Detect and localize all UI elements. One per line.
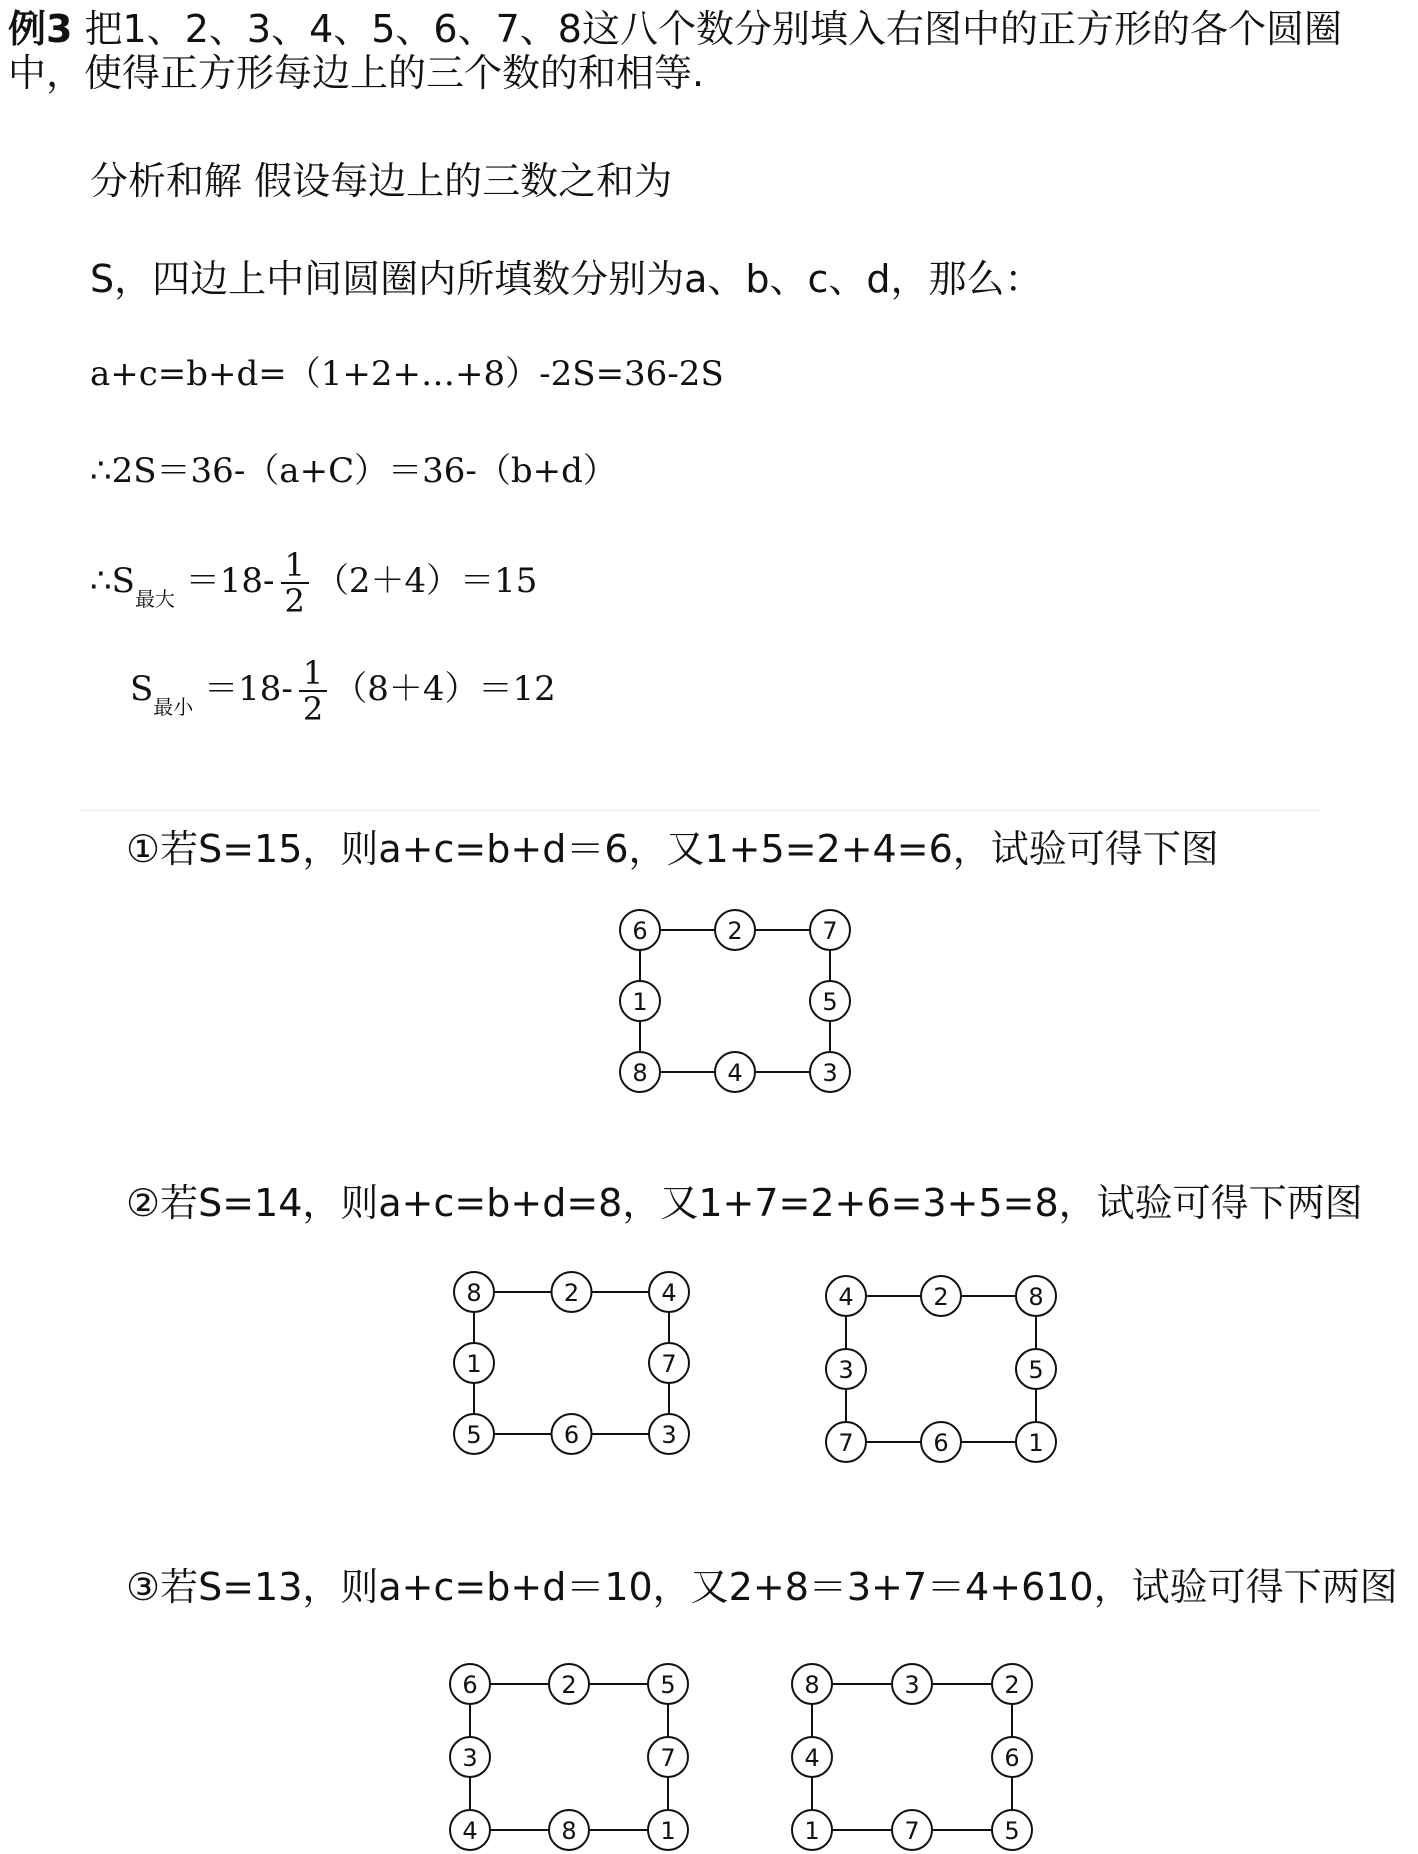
eq4-denominator: 2 bbox=[302, 690, 324, 728]
problem-statement-line1 bbox=[8, 8, 1342, 50]
circle-number: 5 bbox=[660, 1671, 676, 1699]
circle-number: 1 bbox=[632, 988, 648, 1016]
case-3-square-diagram-2 bbox=[789, 1661, 1035, 1853]
equation-1: a+c=b+d=（1+2+…+8）-2S=36-2S bbox=[90, 354, 724, 394]
circle-number: 8 bbox=[1028, 1283, 1044, 1311]
circle-number: 8 bbox=[466, 1279, 482, 1307]
analysis-line2: S，四边上中间圆圈内所填数分别为a、b、c、d，那么： bbox=[90, 257, 1043, 301]
eq3-tail: （2＋4）＝15 bbox=[314, 561, 538, 601]
circle-number: 5 bbox=[1004, 1817, 1020, 1845]
case-1-text: ①若S=15，则a+c=b+d＝6，又1+5=2+4=6，试验可得下图 bbox=[126, 827, 1219, 871]
circle-number: 7 bbox=[822, 917, 838, 945]
circle-number: 4 bbox=[661, 1279, 677, 1307]
eq3-numerator: 1 bbox=[281, 548, 309, 584]
circle-number: 3 bbox=[904, 1671, 920, 1699]
problem-statement-line2: 中，使得正方形每边上的三个数的和相等. bbox=[8, 51, 705, 95]
eq4-fraction bbox=[299, 656, 327, 726]
circle-number: 6 bbox=[1004, 1744, 1020, 1772]
circle-number: 3 bbox=[661, 1421, 677, 1449]
circle-number: 7 bbox=[904, 1817, 920, 1845]
eq3-prefix: ∴S bbox=[90, 561, 135, 601]
case-2-square-diagram-2 bbox=[823, 1273, 1059, 1465]
circle-number: 6 bbox=[632, 917, 648, 945]
problem-label: 例3 bbox=[8, 7, 73, 51]
circle-number: 2 bbox=[561, 1671, 577, 1699]
circle-number: 6 bbox=[462, 1671, 478, 1699]
divider bbox=[80, 810, 1320, 811]
circle-number: 8 bbox=[632, 1059, 648, 1087]
eq4-mid: ＝18- bbox=[204, 669, 293, 709]
case-2-text: ②若S=14，则a+c=b+d=8，又1+7=2+6=3+5=8，试验可得下两图 bbox=[126, 1181, 1363, 1225]
case-1-square-diagram bbox=[617, 907, 853, 1095]
circle-number: 1 bbox=[660, 1817, 676, 1845]
circle-number: 1 bbox=[1028, 1429, 1044, 1457]
circle-number: 1 bbox=[804, 1817, 820, 1845]
circle-number: 8 bbox=[561, 1817, 577, 1845]
circle-number: 2 bbox=[727, 917, 743, 945]
circle-number: 2 bbox=[1004, 1671, 1020, 1699]
circle-number: 7 bbox=[661, 1350, 677, 1378]
equation-2: ∴2S＝36-（a+C）＝36-（b+d） bbox=[90, 451, 617, 491]
eq3-subscript: 最大 bbox=[134, 587, 175, 611]
circle-number: 4 bbox=[838, 1283, 854, 1311]
circle-number: 2 bbox=[563, 1279, 580, 1307]
eq4-numerator: 1 bbox=[299, 656, 327, 692]
circle-number: 3 bbox=[838, 1356, 854, 1384]
equation-s-min bbox=[130, 656, 556, 726]
circle-number: 4 bbox=[804, 1744, 820, 1772]
circle-number: 3 bbox=[822, 1059, 838, 1087]
circle-number: 5 bbox=[822, 988, 838, 1016]
circle-number: 7 bbox=[660, 1744, 676, 1772]
case-3-square-diagram-1 bbox=[447, 1661, 691, 1853]
circle-number: 8 bbox=[804, 1671, 820, 1699]
eq3-denominator: 2 bbox=[284, 582, 305, 620]
circle-number: 5 bbox=[1028, 1356, 1044, 1384]
eq3-fraction bbox=[281, 548, 309, 618]
case-2-square-diagram-1 bbox=[451, 1269, 692, 1457]
circle-number: 2 bbox=[933, 1283, 949, 1311]
eq3-mid: ＝18- bbox=[185, 561, 275, 601]
equation-s-max bbox=[90, 548, 537, 618]
analysis-line1: 分析和解 假设每边上的三数之和为 bbox=[90, 159, 673, 203]
circle-number: 6 bbox=[933, 1429, 949, 1457]
problem-text-1: 把1、2、3、4、5、6、7、8这八个数分别填入右图中的正方形的各个圆圈 bbox=[84, 7, 1342, 51]
eq4-subscript: 最小 bbox=[153, 695, 194, 719]
circle-number: 6 bbox=[563, 1421, 580, 1449]
case-3-text: ③若S=13，则a+c=b+d＝10，又2+8＝3+7＝4+610，试验可得下两图 bbox=[126, 1565, 1398, 1609]
circle-number: 3 bbox=[462, 1744, 478, 1772]
circle-number: 5 bbox=[466, 1421, 482, 1449]
circle-number: 1 bbox=[466, 1350, 482, 1378]
circle-number: 4 bbox=[462, 1817, 478, 1845]
eq4-tail: （8＋4）＝12 bbox=[333, 669, 556, 709]
eq4-prefix: S bbox=[130, 669, 154, 709]
circle-number: 7 bbox=[838, 1429, 854, 1457]
circle-number: 4 bbox=[727, 1059, 743, 1087]
